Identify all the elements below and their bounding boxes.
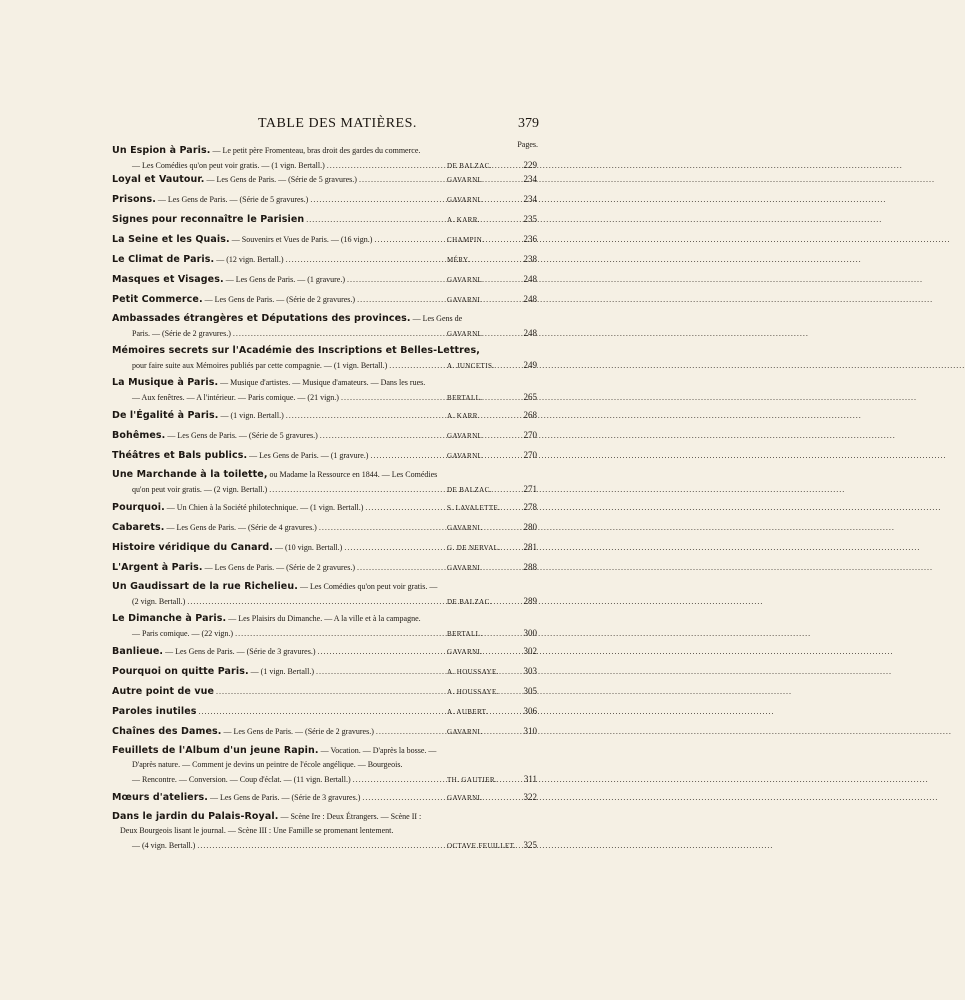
entry-title: Le Climat de Paris.: [112, 254, 215, 265]
entry-author: GAVARNI.: [447, 728, 483, 736]
toc-entry: [112, 212, 537, 226]
entry-text: [112, 685, 214, 699]
dot-leader: [310, 193, 445, 207]
entry-description: — (1 vign. Bertall.): [220, 411, 284, 420]
entry-page: 288: [523, 562, 537, 572]
entry-description: — Les Gens de Paris. — (Série de 5 gravures.): [167, 431, 318, 440]
entry-text: [112, 501, 363, 515]
entry-title: Signes pour reconnaître le Parisien: [112, 214, 305, 225]
entry-description: — (1 vign. Bertall.): [250, 667, 314, 676]
entry-page: 234: [523, 194, 537, 204]
pages-column-label: Pages.: [517, 140, 538, 149]
toc-line: [112, 612, 537, 626]
toc-entry: [112, 292, 537, 306]
entry-author: A. JUNCETIS.: [447, 362, 495, 370]
toc-entry: [112, 520, 537, 534]
toc-line: [112, 744, 537, 758]
dot-leader: [187, 595, 445, 609]
entry-description: — Les Gens de Paris. — (Série de 5 gravures.): [206, 175, 357, 184]
entry-text: [112, 541, 342, 555]
toc-line: [112, 500, 537, 514]
entry-title: La Musique à Paris.: [112, 377, 219, 388]
toc-line: [112, 468, 537, 482]
toc-entry: [112, 428, 537, 442]
entry-page: 303: [523, 666, 537, 676]
entry-description: — Les Gens de: [412, 314, 463, 323]
entry-text: [112, 627, 233, 641]
entry-page: 268: [523, 410, 537, 420]
entry-description: Deux Bourgeois lisant le journal. — Scène III : Une Famille se promenant lentement.: [120, 826, 394, 835]
toc-entry: [112, 540, 537, 554]
entry-title: Un Gaudissart de la rue Richelieu.: [112, 581, 298, 592]
entry-author: OCTAVE FEUILLET.: [447, 842, 516, 850]
entry-title: Ambassades étrangères et Députations des provinces.: [112, 313, 411, 324]
entry-description: — Les Gens de Paris. — (Série de 5 gravures.): [157, 195, 309, 204]
entry-author: DE BALZAC.: [447, 486, 492, 494]
toc-entry: [112, 810, 537, 852]
entry-text: [112, 810, 421, 824]
toc-line: [112, 824, 537, 838]
entry-text: [112, 725, 374, 739]
entry-title: Une Marchande à la toilette,: [112, 469, 268, 480]
toc-line: [112, 144, 537, 158]
dot-leader: [318, 645, 446, 659]
toc-line: [112, 790, 537, 804]
entry-description: — Les Gens de Paris. — (Série de 4 gravures.): [166, 523, 317, 532]
toc-line: [112, 838, 537, 852]
entry-author: A. HOUSSAYE.: [447, 688, 499, 696]
entry-text: [112, 580, 437, 594]
toc-entry: [112, 272, 537, 286]
entry-description: — Souvenirs et Vues de Paris. — (16 vign.): [231, 235, 373, 244]
dot-leader: [199, 705, 445, 719]
entry-description: — Les Gens de Paris. — (Série de 3 gravures.): [165, 647, 316, 656]
dot-leader: [341, 391, 445, 405]
entry-text: [112, 173, 357, 187]
entry-author: GAVARNI.: [447, 648, 483, 656]
entry-title: Prisons.: [112, 194, 156, 205]
entry-description: — (10 vign. Bertall.): [275, 543, 343, 552]
toc-entry: [112, 376, 537, 404]
toc-line: [112, 644, 537, 658]
entry-text: [112, 561, 355, 575]
entry-author: A. KARR.: [447, 216, 480, 224]
entry-title: Histoire véridique du Canard.: [112, 542, 273, 553]
dot-leader: [344, 541, 445, 555]
toc-entry: [112, 500, 537, 514]
entry-text: [112, 773, 351, 787]
entry-title: Feuillets de l'Album d'un jeune Rapin.: [112, 745, 319, 756]
toc-line: [112, 292, 537, 306]
entry-title: Cabarets.: [112, 522, 165, 533]
entry-description: — Les Comédies qu'on peut voir gratis. —: [299, 582, 438, 591]
toc-entry: [112, 344, 537, 372]
entry-description: pour faire suite aux Mémoires publiés par cette compagnie. — (1 vign. Bertall.): [132, 361, 388, 370]
toc-line: [112, 704, 537, 718]
entry-description: — (12 vign. Bertall.): [216, 255, 284, 264]
entry-text: [112, 665, 314, 679]
toc-entry: [112, 664, 537, 678]
toc-line: [112, 772, 537, 786]
toc-entry: [112, 704, 537, 718]
entry-description: Paris. — (Série de 2 gravures.): [132, 329, 231, 338]
entry-text: [112, 144, 420, 158]
entry-title: Mémoires secrets sur l'Académie des Inscriptions et Belles-Lettres,: [112, 345, 480, 356]
entry-page: 305: [523, 686, 537, 696]
entry-page: 311: [523, 774, 537, 784]
toc-entry: [112, 144, 537, 172]
entry-text: [112, 468, 437, 482]
dot-leader: [353, 773, 445, 787]
entry-page: 300: [523, 628, 537, 638]
entry-page: 229: [523, 160, 537, 170]
entry-page: 248: [523, 328, 537, 338]
toc-entry: [112, 408, 537, 422]
entry-author: TH. GAUTIER.: [447, 776, 498, 784]
toc-line: [112, 594, 537, 608]
entry-title: La Seine et les Quais.: [112, 234, 230, 245]
entry-title: Théâtres et Bals publics.: [112, 450, 248, 461]
entry-description: qu'on peut voir gratis. — (2 vign. Bertall.): [132, 485, 268, 494]
entry-page: 280: [523, 522, 537, 532]
dot-leader: [306, 213, 445, 227]
toc-line: [112, 626, 537, 640]
entry-author: GAVARNI.: [447, 524, 483, 532]
entry-author: GAVARNI.: [447, 564, 483, 572]
entry-author: BERTALL.: [447, 394, 483, 402]
dot-leader: [357, 293, 445, 307]
dot-leader: [319, 521, 445, 535]
toc-line: [112, 520, 537, 534]
entry-author: A. AUBERT.: [447, 708, 488, 716]
entry-author: GAVARNI.: [447, 276, 483, 284]
toc-line: [112, 326, 537, 340]
entry-author: A. KARR.: [447, 412, 480, 420]
entry-description: — Les Gens de Paris. — (1 gravure.): [225, 275, 346, 284]
entry-text: [112, 645, 316, 659]
dot-leader: [320, 429, 445, 443]
entry-page: 271: [523, 484, 537, 494]
entry-title: L'Argent à Paris.: [112, 562, 203, 573]
dot-leader: [233, 327, 445, 341]
toc-line: [112, 344, 537, 358]
dot-leader: [370, 449, 445, 463]
entry-title: Le Dimanche à Paris.: [112, 613, 227, 624]
entry-title: Dans le jardin du Palais-Royal.: [112, 811, 279, 822]
entry-page: 248: [523, 274, 537, 284]
entry-author: DE BALZAC.: [447, 162, 492, 170]
toc-entry: [112, 790, 537, 804]
entry-text: [112, 449, 368, 463]
entry-page: 235: [523, 214, 537, 224]
entry-page: 234: [523, 174, 537, 184]
entry-text: [112, 312, 462, 326]
entry-title: Loyal et Vautour.: [112, 174, 205, 185]
toc-line: [112, 192, 537, 206]
entry-page: 310: [523, 726, 537, 736]
entry-page: 306: [523, 706, 537, 716]
entry-description: — Aux fenêtres. — A l'intérieur. — Paris comique. — (21 vign.): [132, 393, 339, 402]
toc-line: [112, 312, 537, 326]
toc-line: [112, 810, 537, 824]
entry-description: — Le petit père Fromenteau, bras droit des gardes du commerce.: [212, 146, 421, 155]
dot-leader: [316, 665, 445, 679]
toc-entry: [112, 448, 537, 462]
entry-title: Banlieue.: [112, 646, 164, 657]
entry-text: [112, 273, 345, 287]
toc-entry: [112, 580, 537, 608]
entry-title: Masques et Visages.: [112, 274, 224, 285]
toc-entry: [112, 192, 537, 206]
toc-line: [112, 158, 537, 172]
page-title: TABLE DES MATIÈRES.: [258, 116, 417, 131]
toc-line: [112, 212, 537, 226]
toc-line: [112, 358, 537, 372]
entry-description: — Les Plaisirs du Dimanche. — A la ville et à la campagne.: [228, 614, 421, 623]
dot-leader: [362, 791, 445, 805]
toc-entry: [112, 560, 537, 574]
entry-author: GAVARNI.: [447, 432, 483, 440]
entry-page: 249: [523, 360, 537, 370]
entry-description: — Les Gens de Paris. — (Série de 2 gravures.): [204, 563, 356, 572]
toc-entry: [112, 312, 537, 340]
entry-text: [112, 429, 318, 443]
entry-title: Paroles inutiles: [112, 706, 197, 717]
entry-text: [112, 391, 339, 405]
toc-line: [112, 232, 537, 246]
entry-title: Chaînes des Dames.: [112, 726, 222, 737]
toc-line: [112, 540, 537, 554]
dot-leader: [347, 273, 445, 287]
toc-line: [112, 272, 537, 286]
toc-line: [112, 408, 537, 422]
entry-text: [112, 293, 355, 307]
entry-author: G. DE NERVAL.: [447, 544, 501, 552]
entry-text: [112, 744, 436, 758]
entry-description: — Les Gens de Paris. — (Série de 2 gravures.): [204, 295, 356, 304]
dot-leader: [286, 409, 445, 423]
entry-description: (2 vign. Bertall.): [132, 597, 186, 606]
toc-entry: [112, 684, 537, 698]
entry-description: — Rencontre. — Conversion. — Coup d'éclat. — (11 vign. Bertall.): [132, 775, 351, 784]
entry-page: 238: [523, 254, 537, 264]
entry-author: A. HOUSSAYE.: [447, 668, 499, 676]
entry-description: — Vocation. — D'après la bosse. —: [320, 746, 437, 755]
dot-leader: [374, 233, 445, 247]
dot-leader: [389, 359, 445, 373]
entry-author: GAVARNI.: [447, 296, 483, 304]
dot-leader: [286, 253, 445, 267]
entry-title: Un Espion à Paris.: [112, 145, 211, 156]
entry-page: 322: [523, 792, 537, 802]
entry-title: Autre point de vue: [112, 686, 215, 697]
entry-description: — Paris comique. — (22 vign.): [132, 629, 234, 638]
entry-text: [112, 839, 195, 853]
entry-text: [112, 344, 480, 358]
entry-author: BERTALL.: [447, 630, 483, 638]
entry-text: [112, 159, 325, 173]
entry-text: [112, 213, 304, 227]
entry-page: 302: [523, 646, 537, 656]
entry-author: S. LAVALETTE.: [447, 504, 501, 512]
dot-leader: [365, 501, 445, 515]
entry-title: Pourquoi.: [112, 502, 165, 513]
entry-text: [112, 359, 387, 373]
entry-description: — Musique d'artistes. — Musique d'amateurs. — Dans les rues.: [220, 378, 426, 387]
entry-title: De l'Égalité à Paris.: [112, 410, 219, 421]
toc-line: [112, 376, 537, 390]
entry-text: [112, 612, 421, 626]
toc-entry: [112, 644, 537, 658]
entry-author: GAVARNI.: [447, 794, 483, 802]
entry-text: [112, 327, 231, 341]
dot-leader: [327, 159, 445, 173]
entry-page: 325: [523, 840, 537, 850]
toc-line: [112, 390, 537, 404]
toc-entry: [112, 744, 537, 786]
entry-author: CHAMPIN.: [447, 236, 485, 244]
toc-line: [112, 684, 537, 698]
toc-line: [112, 560, 537, 574]
entry-title: Petit Commerce.: [112, 294, 203, 305]
entry-description: — Les Comédies qu'on peut voir gratis. — (1 vign. Bertall.): [132, 161, 325, 170]
entry-description: D'après nature. — Comment je devins un peintre de l'école angélique. — Bourgeois.: [132, 760, 403, 769]
dot-leader: [235, 627, 445, 641]
dot-leader: [376, 725, 445, 739]
toc-line: [112, 482, 537, 496]
entry-description: — Les Gens de Paris. — (Série de 2 gravures.): [223, 727, 374, 736]
entry-page: 265: [523, 392, 537, 402]
entry-text: [112, 233, 372, 247]
entry-text: [112, 193, 308, 207]
toc-entry: [112, 612, 537, 640]
entry-text: [112, 253, 284, 267]
dot-leader: [359, 173, 445, 187]
toc-entry: [112, 232, 537, 246]
entry-text: [112, 521, 317, 535]
entry-author: GAVARNI.: [447, 176, 483, 184]
entry-text: [112, 483, 267, 497]
entry-text: [112, 376, 425, 390]
toc-entry: [112, 468, 537, 496]
entry-page: 278: [523, 502, 537, 512]
entry-page: 270: [523, 450, 537, 460]
entry-text: [112, 705, 197, 719]
entry-page: 248: [523, 294, 537, 304]
entry-description: ou Madame la Ressource en 1844. — Les Comédies: [269, 470, 438, 479]
entry-page: 281: [523, 542, 537, 552]
entry-page: 270: [523, 430, 537, 440]
toc-line: [112, 252, 537, 266]
entry-author: MÉRY.: [447, 256, 470, 264]
toc-entry: [112, 724, 537, 738]
entry-author: GAVARNI.: [447, 196, 483, 204]
entry-title: Bohêmes.: [112, 430, 166, 441]
toc-line: [112, 172, 537, 186]
page-number: 379: [518, 116, 539, 131]
dot-leader: [216, 685, 445, 699]
toc-line: [112, 758, 537, 772]
dot-leader: [357, 561, 445, 575]
toc-line: [112, 724, 537, 738]
dot-leader: [197, 839, 445, 853]
dot-leader: [269, 483, 445, 497]
entry-description: — Un Chien à la Société philotechnique. — (1 vign. Bertall.): [166, 503, 364, 512]
entry-author: GAVARNI.: [447, 452, 483, 460]
toc-entry: [112, 252, 537, 266]
toc-entry: [112, 172, 537, 186]
toc-line: [112, 664, 537, 678]
entry-title: Mœurs d'ateliers.: [112, 792, 208, 803]
toc-line: [112, 580, 537, 594]
entry-page: 236: [523, 234, 537, 244]
entry-author: DE BALZAC.: [447, 598, 492, 606]
entry-title: Pourquoi on quitte Paris.: [112, 666, 249, 677]
entry-text: [112, 409, 284, 423]
entry-description: — Les Gens de Paris. — (1 gravure.): [249, 451, 369, 460]
entry-text: [112, 595, 185, 609]
entry-author: GAVARNI.: [447, 330, 483, 338]
entry-description: — Les Gens de Paris. — (Série de 3 gravures.): [209, 793, 361, 802]
entry-description: — (4 vign. Bertall.): [132, 841, 196, 850]
entry-text: [112, 758, 402, 772]
toc-line: [112, 428, 537, 442]
entry-text: [112, 791, 360, 805]
entry-page: 289: [523, 596, 537, 606]
entry-text: [112, 824, 393, 838]
entry-description: — Scène Ire : Deux Étrangers. — Scène II :: [280, 812, 422, 821]
toc-line: [112, 448, 537, 462]
